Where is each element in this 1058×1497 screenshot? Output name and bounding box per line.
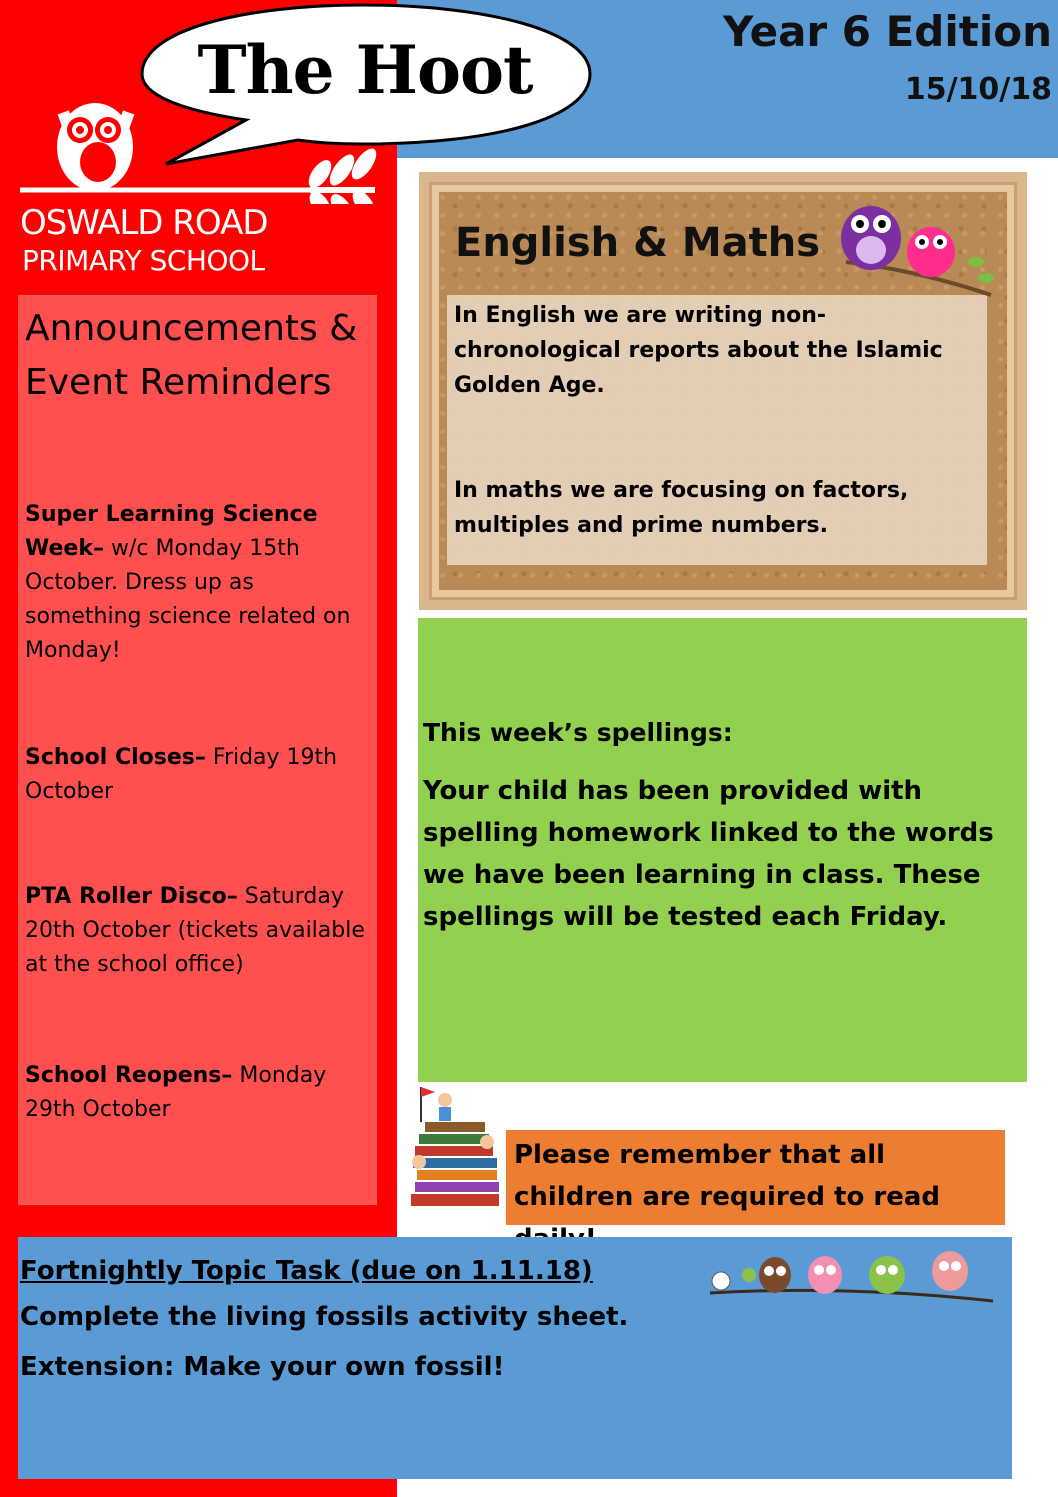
- english-paragraph: In English we are writing non-chronological reports about the Islamic Golden Age.: [454, 303, 943, 398]
- announcements-panel: [18, 295, 377, 1205]
- spellings-text: Your child has been provided with spelling homework linked to the words we have been learning in class. These spellings will be tested each Friday.: [423, 776, 994, 932]
- school-name-line2: PRIMARY SCHOOL: [22, 244, 265, 277]
- english-maths-title: English & Maths: [455, 220, 821, 266]
- topic-task-heading: Fortnightly Topic Task (due on 1.11.18): [20, 1256, 593, 1286]
- event-name: School Closes–: [25, 745, 206, 770]
- event-item: [25, 741, 373, 809]
- event-item: [25, 880, 373, 982]
- reading-reminder-text: Please remember that all children are required to read: [514, 1140, 940, 1212]
- event-detail: Monday 29th October: [25, 1063, 327, 1122]
- announcements-title-line2: Event Reminders: [25, 362, 332, 403]
- maths-paragraph: In maths we are focusing on factors, multiples and prime numbers.: [454, 478, 909, 538]
- event-item: [25, 498, 373, 668]
- topic-extension-text: Extension: Make your own fossil!: [20, 1352, 505, 1382]
- announcements-title-line1: Announcements &: [25, 308, 358, 349]
- english-maths-text: [454, 298, 974, 543]
- owl-logo-icon: [20, 92, 385, 204]
- book-stack-icon: [405, 1082, 505, 1227]
- owls-on-branch-icon: [836, 200, 998, 300]
- event-detail: Saturday 20th October (tickets available at the school office): [25, 884, 365, 977]
- topic-task-text: Complete the living fossils activity sheet.: [20, 1302, 629, 1332]
- event-name: PTA Roller Disco–: [25, 884, 238, 909]
- edition-date: 15/10/18: [904, 72, 1052, 107]
- event-detail: Friday 19th October: [25, 745, 338, 804]
- newsletter-title: The Hoot: [197, 31, 533, 109]
- event-name: Super Learning Science Week–: [25, 502, 318, 561]
- spellings-heading: This week’s spellings:: [423, 718, 733, 747]
- school-name-line1: OSWALD ROAD: [20, 203, 268, 243]
- event-name: School Reopens–: [25, 1063, 233, 1088]
- edition-label: Year 6 Edition: [723, 7, 1052, 56]
- event-item: [25, 1059, 373, 1127]
- event-detail: w/c Monday 15th October. Dress up as something science related on Monday!: [25, 536, 351, 663]
- announcements-title: [25, 302, 370, 410]
- owl-row-icon: [705, 1245, 995, 1307]
